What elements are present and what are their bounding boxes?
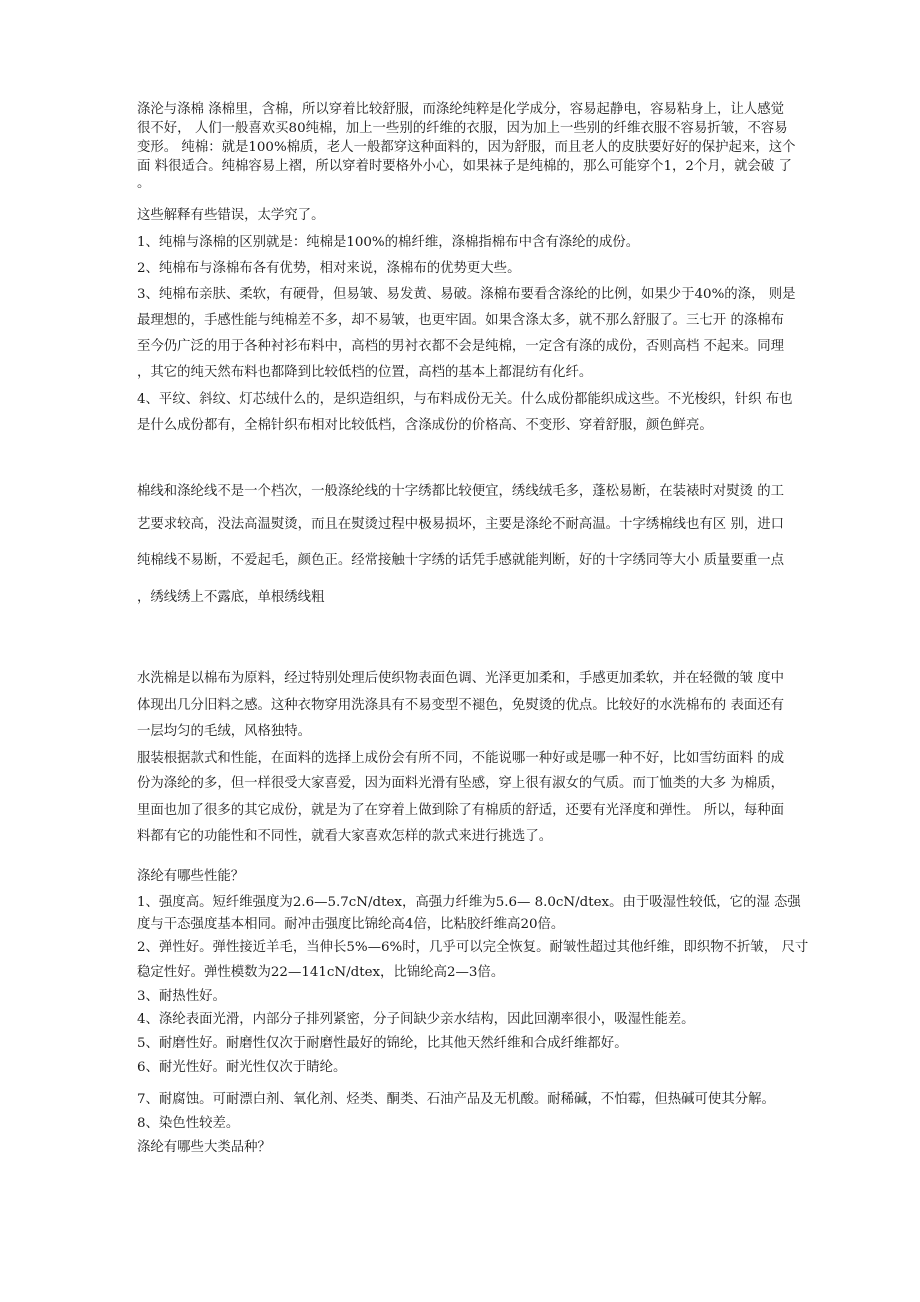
text-line: 1、纯棉与涤棉的区别就是：纯棉是100%的棉纤维，涤棉指棉布中含有涤纶的成份。 xyxy=(137,235,640,250)
text-line: 涤沦与涤棉 涤棉里，含棉，所以穿着比较舒服，而涤纶纯粹是化学成分，容易起静电，容易粘身上，让人感觉 xyxy=(137,102,785,117)
text-line: 4、平纹、斜纹、灯芯绒什么的，是织造组织，与布料成份无关。什么成份都能织成这些。不光梭织，针织 布也 xyxy=(137,392,793,407)
text-line: 水洗棉是以棉布为原料，经过特别处理后使织物表面色调、光泽更加柔和，手感更加柔软，并在轻微的皱 度中 xyxy=(137,671,785,686)
text-line: 2、弹性好。弹性接近羊毛，当伸长5%—6%时，几乎可以完全恢复。耐皱性超过其他纤维，即织物不折皱， 尺寸 xyxy=(137,940,809,955)
text-line: 这些解释有些错误，太学究了。 xyxy=(137,208,325,223)
text-line: 1、强度高。短纤维强度为2.6—5.7cN/dtex，高强力纤维为5.6— 8.0cN/dtex。由于吸湿性较低，它的湿 态强 xyxy=(137,895,801,910)
text-line: 变形。 纯棉：就是100%棉质，老人一般都穿这种面料的，因为舒服，而且老人的皮肤要好好的保护起来，这个 xyxy=(137,140,796,155)
text-line: 2、纯棉布与涤棉布各有优势，相对来说，涤棉布的优势更大些。 xyxy=(137,261,521,276)
text-line: 面 料很适合。纯棉容易上褶，所以穿着时要格外小心，如果袜子是纯棉的，那么可能穿个1，2个月，就会破 了 xyxy=(137,159,792,174)
text-line: 3、纯棉布亲肤、柔软，有硬骨，但易皱、易发黄、易破。涤棉布要看含涤纶的比例，如果少于40%的涤， 则是 xyxy=(137,287,796,302)
text-line: 4、涤纶表面光滑，内部分子排列紧密，分子间缺少亲水结构，因此回潮率很小，吸湿性能差。 xyxy=(137,1012,695,1027)
text-line: 服装根据款式和性能，在面料的选择上成份会有所不同，不能说哪一种好或是哪一种不好，比如雪纺面料 的成 xyxy=(137,751,785,766)
text-line: 涤纶有哪些大类品种？ xyxy=(137,1140,271,1155)
text-line: 涤纶有哪些性能？ xyxy=(137,869,245,884)
text-line: 艺要求较高，没法高温熨烫，而且在熨烫过程中极易损坏，主要是涤纶不耐高温。十字绣棉线也有区 别，进口 xyxy=(137,517,785,532)
text-line: 3、耐热性好。 xyxy=(137,989,226,1004)
text-line: 5、耐磨性好。耐磨性仅次于耐磨性最好的锦纶，比其他天然纤维和合成纤维都好。 xyxy=(137,1036,628,1051)
text-line: 份为涤纶的多，但一样很受大家喜爱，因为面料光滑有坠感，穿上很有淑女的气质。而丁恤类的大多 为棉质， xyxy=(137,776,785,791)
text-line: 至今仍广泛的用于各种衬衫布料中，高档的男衬衣都不会是纯棉，一定含有涤的成份，否则高档 不起来。同理 xyxy=(137,339,785,354)
text-line: 很不好， 人们一般喜欢买80纯棉，加上一些别的纤维的衣服，因为加上一些别的纤维衣服不容易折皱，不容易 xyxy=(137,121,788,136)
text-line: 体现出几分旧料之感。这种衣物穿用洗涤具有不易变型不褪色，免熨烫的优点。比较好的水洗棉布的 表面还有 xyxy=(137,698,785,713)
text-line: 一层均匀的毛绒，风格独特。 xyxy=(137,724,312,739)
text-line: 度与干态强度基本相同。耐冲击强度比锦纶高4倍，比粘胶纤维高20倍。 xyxy=(137,917,565,932)
text-line: 稳定性好。弹性模数为22—141cN/dtex，比锦纶高2—3倍。 xyxy=(137,965,505,980)
text-line: 6、耐光性好。耐光性仅次于睛纶。 xyxy=(137,1060,347,1075)
text-line: ，其它的纯天然布料也都降到比较低档的位置，高档的基本上都混纺有化纤。 xyxy=(137,365,593,380)
text-line: 是什么成份都有，全棉针织布相对比较低档，含涤成份的价格高、不变形、穿着舒服，颜色鲜亮。 xyxy=(137,418,713,433)
text-line: 7、耐腐蚀。可耐漂白剂、氧化剂、烃类、酮类、石油产品及无机酸。耐稀碱，不怕霉，但热碱可使其分解。 xyxy=(137,1092,775,1107)
text-line: 棉线和涤纶线不是一个档次，一般涤纶线的十字绣都比较便宜，绣线绒毛多，蓬松易断，在装裱时对熨烫 的工 xyxy=(137,484,785,499)
text-line: ，绣线绣上不露底，单根绣线粗 xyxy=(137,590,325,605)
text-line: 8、染色性较差。 xyxy=(137,1116,240,1131)
text-line: 。 xyxy=(137,176,151,191)
text-line: 料都有它的功能性和不同性，就看大家喜欢怎样的款式来进行挑选了。 xyxy=(137,829,553,844)
text-line: 里面也加了很多的其它成份，就是为了在穿着上做到除了有棉质的舒适，还要有光泽度和弹性。 所以，每种面 xyxy=(137,803,785,818)
text-line: 纯棉线不易断，不爱起毛，颜色正。经常接触十字绣的话凭手感就能判断，好的十字绣同等大小 质量要重一点 xyxy=(137,553,785,568)
text-line: 最理想的，手感性能与纯棉差不多，却不易皱，也更牢固。如果含涤太多，就不那么舒服了。三七开 的涤棉布 xyxy=(137,313,785,328)
